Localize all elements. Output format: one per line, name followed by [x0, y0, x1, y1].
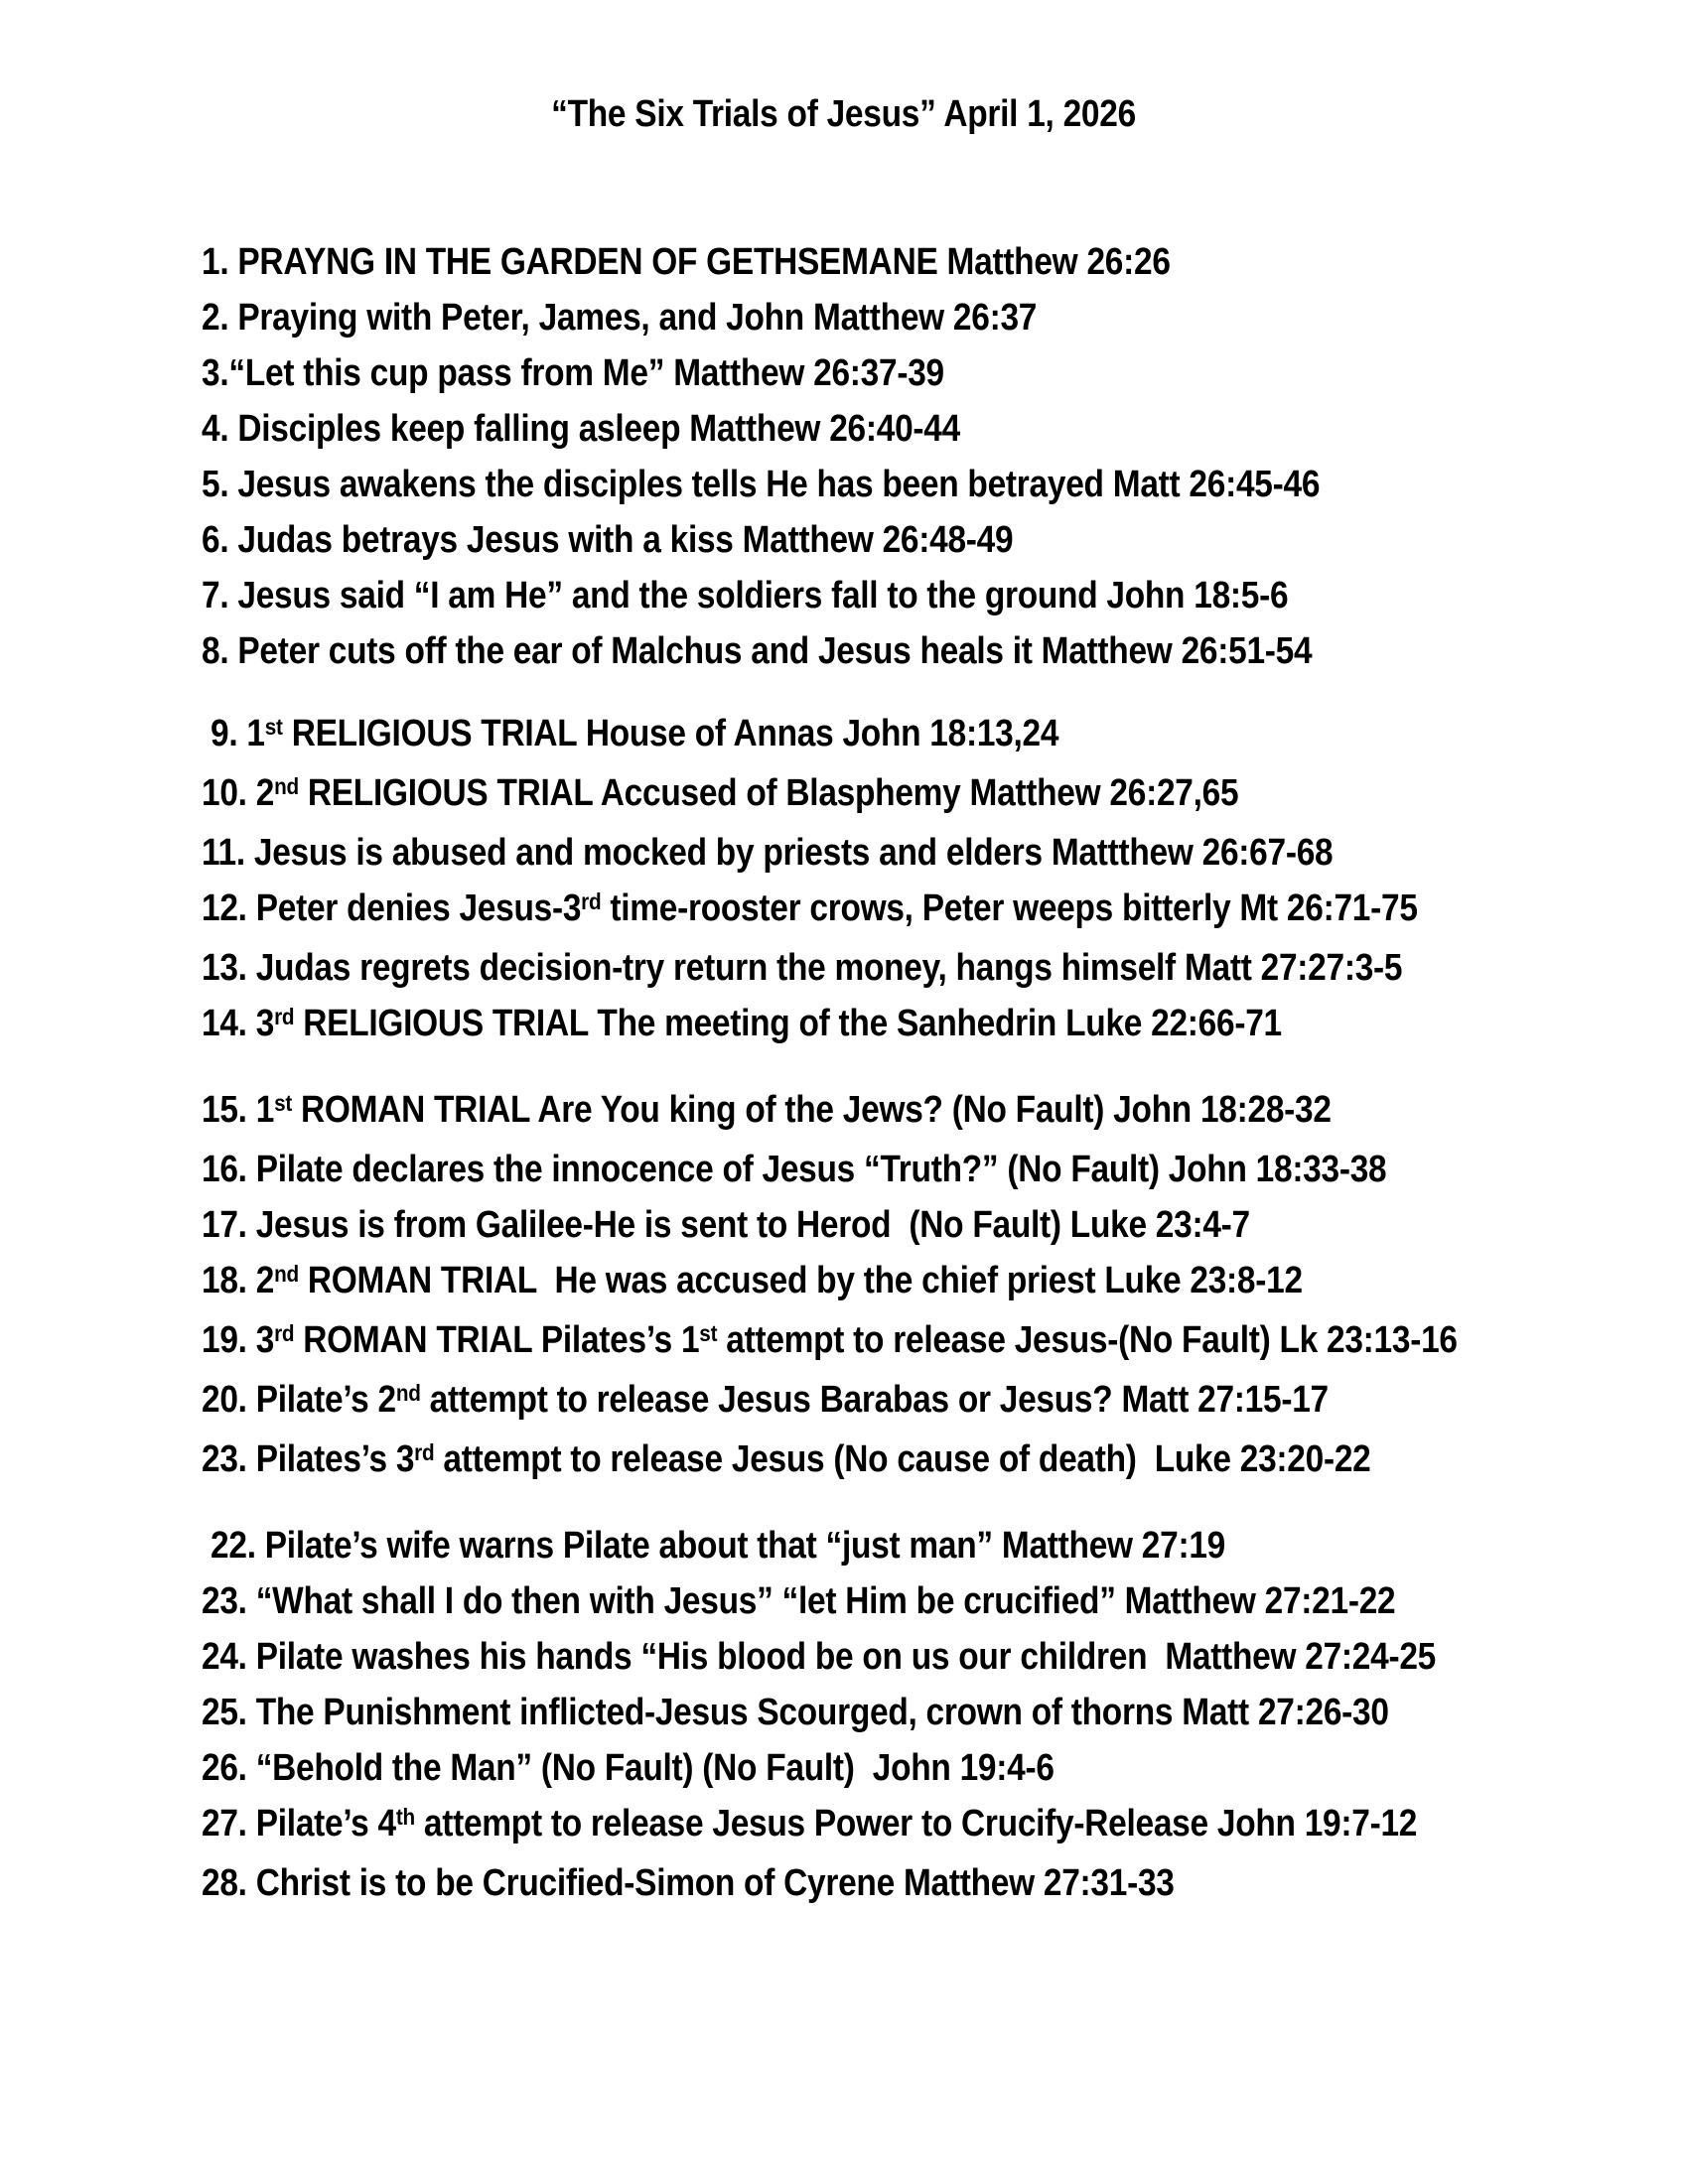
- line-text: 16. Pilate declares the innocence of Jesus “Truth?” (No Fault) John 18:33-38: [202, 1149, 1387, 1190]
- line-text: 8. Peter cuts off the ear of Malchus and Jesus heals it Matthew 26:51-54: [202, 630, 1313, 672]
- list-line: [202, 234, 1458, 290]
- list-line: [202, 1082, 1458, 1142]
- list-line: [202, 940, 1458, 996]
- list-line: [202, 1796, 1458, 1855]
- line-text: ROMAN TRIAL Are You king of the Jews? (No Fault) John 18:28-32: [291, 1089, 1332, 1131]
- ordinal-superscript: nd: [395, 1380, 421, 1407]
- line-text: attempt to release Jesus (No cause of death) Luke 23:20-22: [434, 1438, 1371, 1480]
- list-line: [202, 568, 1458, 623]
- list-line: [202, 825, 1458, 881]
- list-line: [202, 512, 1458, 568]
- list-group-2: [202, 706, 1628, 1055]
- line-text: 5. Jesus awakens the disciples tells He has been betrayed Matt 26:45-46: [202, 464, 1321, 505]
- ordinal-superscript: rd: [581, 888, 602, 915]
- line-text: time-rooster crows, Peter weeps bitterly Mt 26:71-75: [601, 887, 1418, 929]
- list-line: [202, 1432, 1458, 1491]
- line-text: 4. Disciples keep falling asleep Matthew 26:40-44: [202, 408, 960, 450]
- line-text: 6. Judas betrays Jesus with a kiss Matthew 26:48-49: [202, 519, 1014, 561]
- line-text: 7. Jesus said “I am He” and the soldiers fall to the ground John 18:5-6: [202, 575, 1289, 616]
- line-text: ROMAN TRIAL He was accused by the chief priest Luke 23:8-12: [298, 1260, 1303, 1301]
- ordinal-superscript: st: [274, 1090, 292, 1117]
- line-text: RELIGIOUS TRIAL The meeting of the Sanhedrin Luke 22:66-71: [294, 1003, 1282, 1044]
- line-text: RELIGIOUS TRIAL House of Annas John 18:13,24: [282, 713, 1059, 754]
- trial-list: [202, 234, 1628, 1938]
- list-line: [202, 1740, 1458, 1796]
- line-text: attempt to release Jesus Power to Crucify-Release John 19:7-12: [414, 1803, 1418, 1844]
- line-text: 14. 3: [202, 1003, 275, 1044]
- list-line: [202, 765, 1458, 825]
- line-text: 2. Praying with Peter, James, and John Matthew 26:37: [202, 297, 1038, 339]
- line-text: 23. “What shall I do then with Jesus” “let Him be crucified” Matthew 27:21-22: [202, 1580, 1396, 1622]
- line-text: 18. 2: [202, 1260, 275, 1301]
- list-line: [202, 996, 1458, 1055]
- line-text: 20. Pilate’s 2: [202, 1379, 396, 1421]
- list-line: [202, 706, 1458, 765]
- line-text: 11. Jesus is abused and mocked by priests and elders Mattthew 26:67-68: [202, 832, 1334, 874]
- list-line: [202, 1685, 1458, 1740]
- line-text: 28. Christ is to be Crucified-Simon of Cyrene Matthew 27:31-33: [202, 1862, 1175, 1904]
- ordinal-superscript: nd: [274, 1261, 299, 1288]
- ordinal-superscript: rd: [274, 1320, 295, 1347]
- line-text: 27. Pilate’s 4: [202, 1803, 396, 1844]
- line-text: 1. PRAYNG IN THE GARDEN OF GETHSEMANE Matthew 26:26: [202, 241, 1171, 283]
- line-text: 15. 1: [202, 1089, 275, 1131]
- ordinal-superscript: rd: [414, 1439, 435, 1466]
- ordinal-superscript: st: [699, 1320, 718, 1347]
- line-text: attempt to release Jesus Barabas or Jesus? Matt 27:15-17: [420, 1379, 1329, 1421]
- line-text: 17. Jesus is from Galilee-He is sent to Herod (No Fault) Luke 23:4-7: [202, 1204, 1250, 1246]
- list-line: [202, 401, 1458, 457]
- ordinal-superscript: rd: [274, 1004, 295, 1030]
- list-line: [202, 881, 1458, 940]
- list-line: [202, 1372, 1458, 1432]
- line-text: 10. 2: [202, 772, 275, 814]
- list-group-1: [202, 234, 1628, 679]
- list-line: [202, 1142, 1458, 1197]
- list-line: [202, 1518, 1458, 1573]
- list-line: [202, 457, 1458, 512]
- line-text: attempt to release Jesus-(No Fault) Lk 23:13-16: [717, 1319, 1458, 1361]
- list-line: [202, 1312, 1458, 1372]
- list-line: [202, 623, 1458, 679]
- line-text: 22. Pilate’s wife warns Pilate about that “just man” Matthew 27:19: [202, 1525, 1226, 1567]
- list-line: [202, 345, 1458, 401]
- list-group-3: [202, 1082, 1628, 1491]
- ordinal-superscript: th: [395, 1804, 415, 1831]
- list-line: [202, 1573, 1458, 1629]
- line-text: 26. “Behold the Man” (No Fault) (No Fault) John 19:4-6: [202, 1747, 1055, 1789]
- line-text: 24. Pilate washes his hands “His blood be on us our children Matthew 27:24-25: [202, 1636, 1437, 1678]
- list-line: [202, 290, 1458, 345]
- line-text: 23. Pilates’s 3: [202, 1438, 415, 1480]
- list-group-4: [202, 1518, 1628, 1911]
- line-text: RELIGIOUS TRIAL Accused of Blasphemy Matthew 26:27,65: [298, 772, 1239, 814]
- line-text: 25. The Punishment inflicted-Jesus Scourged, crown of thorns Matt 27:26-30: [202, 1692, 1389, 1733]
- document-title-text: “The Six Trials of Jesus” April 1, 2026: [551, 93, 1137, 135]
- line-text: 19. 3: [202, 1319, 275, 1361]
- ordinal-superscript: nd: [274, 773, 299, 800]
- line-text: 3.“Let this cup pass from Me” Matthew 26:37-39: [202, 352, 944, 394]
- line-text: 9. 1: [202, 713, 265, 754]
- list-line: [202, 1197, 1458, 1253]
- line-text: 12. Peter denies Jesus-3: [202, 887, 582, 929]
- ordinal-superscript: st: [264, 714, 283, 741]
- list-line: [202, 1629, 1458, 1685]
- line-text: ROMAN TRIAL Pilates’s 1: [294, 1319, 700, 1361]
- list-line: [202, 1253, 1458, 1312]
- list-line: [202, 1855, 1458, 1911]
- line-text: 13. Judas regrets decision-try return the money, hangs himself Matt 27:27:3-5: [202, 947, 1403, 989]
- document-title: [0, 86, 1688, 142]
